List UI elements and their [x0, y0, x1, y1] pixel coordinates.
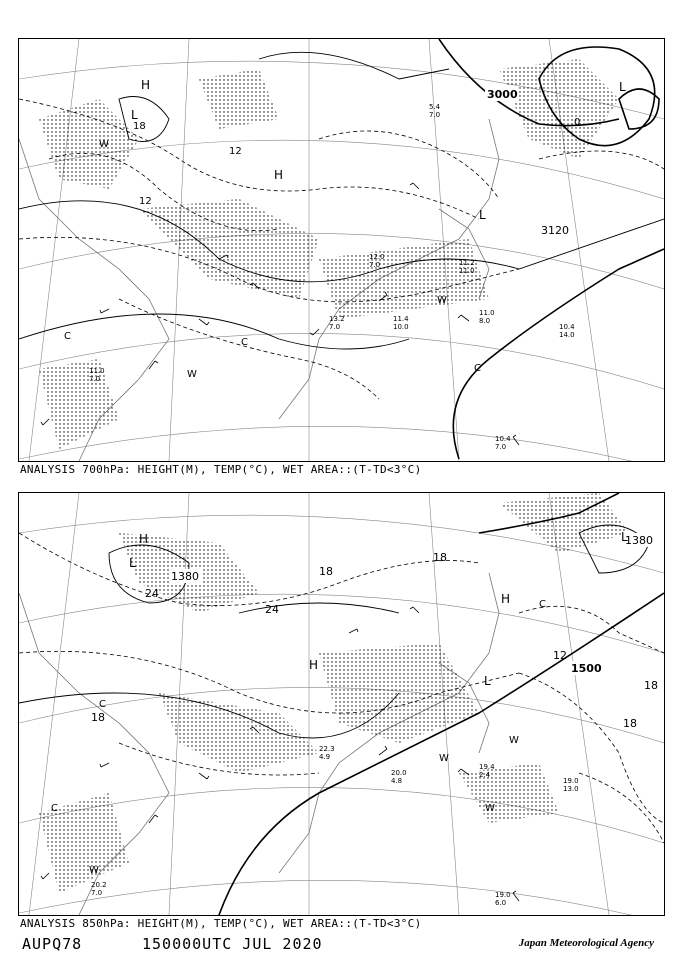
station-value: 13.2 7.0: [329, 315, 345, 331]
low-center-label: L: [131, 108, 138, 122]
station-value: 19.4 2.4: [479, 763, 495, 779]
low-center-label: L: [621, 530, 628, 544]
station-value-line: 8.0: [479, 317, 491, 325]
station-value: 11.4 10.0: [393, 315, 409, 331]
station-value: 10.4 7.0: [495, 435, 511, 451]
low-center-label: L: [129, 556, 136, 570]
station-value-line: 7.0: [369, 261, 381, 269]
isotherm-label: 24: [265, 603, 279, 616]
map-700hpa: [18, 38, 665, 462]
station-value: 22.3 4.9: [319, 745, 335, 761]
station-value: 19.0 13.0: [563, 777, 579, 793]
station-value: 12.0 7.0: [369, 253, 385, 269]
station-value-line: 11.0: [459, 267, 475, 275]
map-850hpa: [18, 492, 665, 916]
cold-center-label: C: [474, 363, 481, 374]
valid-time: 150000UTC JUL 2020: [142, 935, 323, 953]
isotherm-label: 18: [319, 565, 333, 578]
low-center-label: L: [479, 208, 486, 222]
isotherm-label: 18: [91, 711, 105, 724]
caption-700hpa: ANALYSIS 700hPa: HEIGHT(M), TEMP(°C), WET AREA::(T-TD<3°C): [20, 463, 422, 476]
caption-850hpa: ANALYSIS 850hPa: HEIGHT(M), TEMP(°C), WET AREA::(T-TD<3°C): [20, 917, 422, 930]
cold-center-label: C: [99, 699, 106, 710]
height-contours-thin: [19, 525, 649, 738]
chart-code: AUPQ78: [22, 935, 83, 953]
contour-label: 3120: [541, 224, 569, 237]
isotherm-label: 18: [133, 121, 146, 132]
warm-center-label: W: [99, 139, 109, 150]
station-value-line: 14.0: [559, 331, 575, 339]
high-center-label: H: [501, 592, 511, 606]
isotherm-label: 0: [574, 117, 581, 128]
isotherm-label: 18: [433, 551, 447, 564]
contour-label: 3000: [487, 88, 518, 101]
high-center-label: H: [309, 658, 319, 672]
contour-label: 1380: [625, 534, 653, 547]
station-value-line: 6.0: [495, 899, 507, 907]
station-value-line: 2.4: [479, 771, 491, 779]
cold-center-label: C: [241, 337, 248, 348]
wet-area: [39, 59, 619, 449]
low-center-label: L: [619, 80, 626, 94]
high-center-label: H: [141, 78, 151, 92]
isotherm-label: 18: [644, 679, 658, 692]
isotherm-label: 12: [229, 146, 242, 157]
low-center-label: L: [484, 674, 491, 688]
high-center-label: H: [274, 168, 284, 182]
map-700hpa-canvas: [19, 39, 664, 461]
station-value: 11.0 7.0: [89, 367, 105, 383]
isotherm-label: 18: [623, 717, 637, 730]
station-value: 20.0 4.8: [391, 769, 407, 785]
station-value: 10.4 14.0: [559, 323, 575, 339]
warm-center-label: W: [89, 865, 99, 876]
warm-center-label: W: [485, 803, 495, 814]
station-value: 19.0 6.0: [495, 891, 511, 907]
station-value-line: 4.9: [319, 753, 331, 761]
isotherm-label: 12: [553, 649, 567, 662]
station-value-line: 13.0: [563, 785, 579, 793]
station-value: 11.2 11.0: [459, 259, 475, 275]
cold-center-label: C: [51, 803, 58, 814]
high-center-label: H: [139, 532, 149, 546]
contour-label: 1380: [171, 570, 199, 583]
warm-center-label: W: [187, 369, 197, 380]
station-value-line: 7.0: [429, 111, 441, 119]
station-value-line: 4.8: [391, 777, 403, 785]
station-value-line: 7.0: [329, 323, 341, 331]
isotherm-label: 12: [139, 196, 152, 207]
station-value: 11.0 8.0: [479, 309, 495, 325]
warm-center-label: W: [439, 753, 449, 764]
station-value-line: 7.0: [495, 443, 507, 451]
warm-center-label: W: [437, 295, 447, 306]
isotherm-label: 24: [145, 587, 159, 600]
cold-center-label: C: [539, 599, 546, 610]
station-value: 20.2 7.0: [91, 881, 107, 897]
station-value-line: 7.0: [89, 375, 101, 383]
map-850hpa-canvas: [19, 493, 664, 915]
cold-center-label: C: [64, 331, 71, 342]
warm-center-label: W: [509, 735, 519, 746]
agency-name: Japan Meteorological Agency: [518, 937, 654, 949]
station-value-line: 10.0: [393, 323, 409, 331]
station-value-line: 7.0: [91, 889, 103, 897]
contour-label: 1500: [571, 662, 602, 675]
station-value: 5.4 7.0: [429, 103, 441, 119]
